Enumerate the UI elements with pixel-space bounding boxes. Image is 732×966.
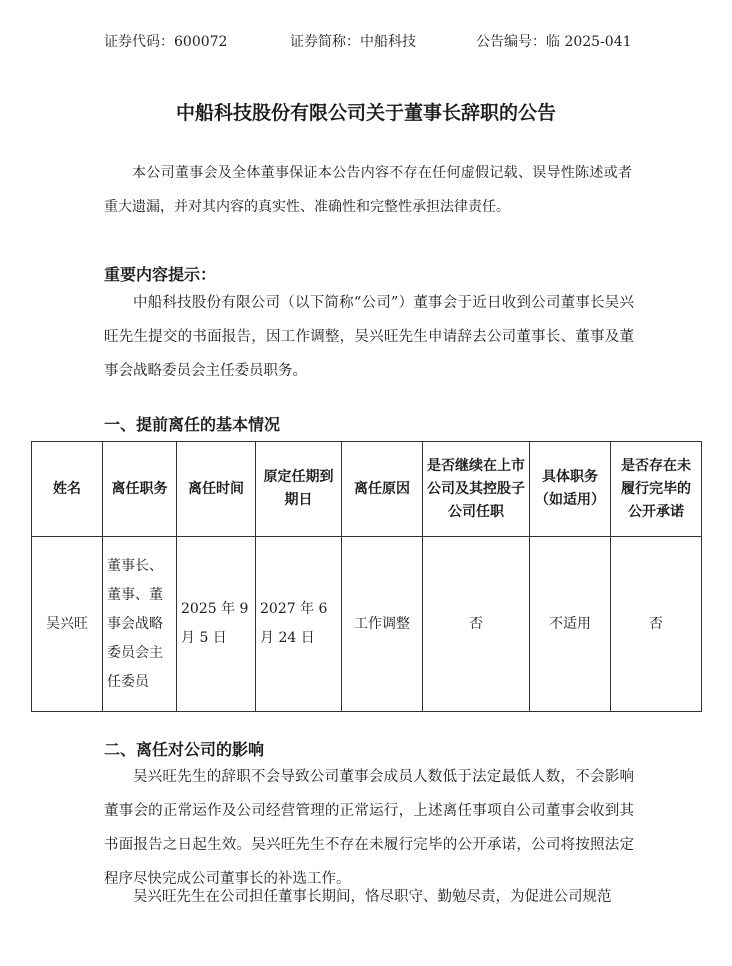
table-header: 姓名 [32,442,103,537]
table-header: 离任时间 [177,442,256,537]
table-header: 是否存在未履行完毕的公开承诺 [611,442,702,537]
table-cell: 工作调整 [342,537,423,712]
impact-paragraph: 吴兴旺先生的辞职不会导致公司董事会成员人数低于法定最低人数，不会影响董事会的正常运作及公司经营管理的正常运行，上述离任事项自公司董事会收到其书面报告之日起生效。吴兴旺先生不存在未履行完毕的公开承诺，公司将按照法定程序尽快完成公司董事长的补选工作。 [104,769,634,887]
section1-heading: 一、提前离任的基本情况 [104,415,281,434]
table-row [32,537,702,712]
stock-code: 证券代码：600072 [104,34,228,50]
table-cell: 否 [423,537,530,712]
table-header: 原定任期到期日 [256,442,342,537]
tenure-paragraph: 吴兴旺先生在公司担任董事长期间，恪尽职守、勤勉尽责，为促进公司规范 [133,889,612,905]
important-heading: 重要内容提示： [104,265,217,284]
table-header-row [32,442,702,537]
table-cell: 不适用 [530,537,611,712]
notice-number: 公告编号：临 2025-041 [476,34,632,50]
table-cell: 2025 年 9 月 5 日 [177,537,256,712]
table-cell: 董事长、董事、董事会战略委员会主任委员 [103,537,177,712]
page-title: 中船科技股份有限公司关于董事长辞职的公告 [175,102,556,124]
stock-short-name: 证券简称：中船科技 [290,34,416,50]
important-paragraph: 中船科技股份有限公司（以下简称“公司”）董事会于近日收到公司董事长吴兴旺先生提交的书面报告，因工作调整，吴兴旺先生申请辞去公司董事长、董事及董事会战略委员会主任委员职务。 [104,295,634,379]
table-header: 离任职务 [103,442,177,537]
table-cell: 否 [611,537,702,712]
table-cell: 吴兴旺 [32,537,103,712]
table-cell: 2027 年 6 月 24 日 [256,537,342,712]
table-header: 离任原因 [342,442,423,537]
departure-table [31,441,702,712]
disclaimer-paragraph: 本公司董事会及全体董事保证本公告内容不存在任何虚假记载、误导性陈述或者重大遗漏，并对其内容的真实性、准确性和完整性承担法律责任。 [104,165,632,215]
table-header: 是否继续在上市公司及其控股子公司任职 [423,442,530,537]
table-header: 具体职务（如适用） [530,442,611,537]
section2-heading: 二、离任对公司的影响 [104,740,265,759]
